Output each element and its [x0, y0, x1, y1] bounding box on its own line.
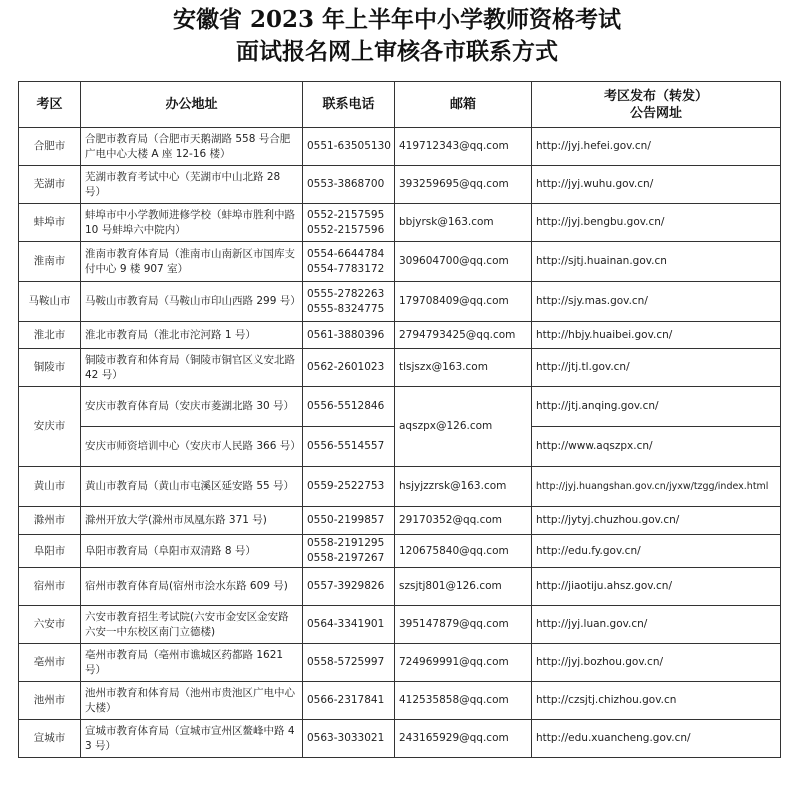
- header-url-line2: 公告网址: [629, 105, 682, 121]
- address-cell: [81, 322, 303, 349]
- table-row: [19, 606, 781, 644]
- address-cell: [81, 568, 303, 606]
- phone-cell: [303, 427, 395, 467]
- address-cell: [81, 720, 303, 758]
- address-cell: [81, 644, 303, 682]
- header-phone: 联系电话: [303, 82, 395, 128]
- phone-text: 0550-2199857: [307, 514, 385, 526]
- address-cell: [81, 242, 303, 282]
- phone-text: 0556-5514557: [307, 440, 385, 452]
- phone-text: 0561-3880396: [307, 328, 385, 341]
- url-cell[interactable]: [532, 467, 781, 507]
- address-text: 安庆市师资培训中心（安庆市人民路 366 号）: [85, 440, 301, 452]
- email-cell: bbjyrsk@163.com: [395, 204, 532, 242]
- url-cell[interactable]: http://hbjy.huaibei.gov.cn/: [532, 322, 781, 349]
- url-text[interactable]: http://jyj.huangshan.gov.cn/jyxw/tzgg/index.html: [536, 481, 769, 492]
- phone-cell: [303, 387, 395, 427]
- header-row: [19, 82, 781, 128]
- phone-text: 0555-8324775: [307, 302, 385, 315]
- phone-text: 0552-2157595: [307, 208, 385, 221]
- table-row: [19, 166, 781, 204]
- email-cell: 243165929@qq.com: [395, 720, 532, 758]
- address-text: 宿州市教育体育局(宿州市浍水东路 609 号): [85, 580, 288, 592]
- table-row: [19, 282, 781, 322]
- region-cell: 六安市: [19, 606, 81, 644]
- address-text: 宣城市教育体育局（宣城市宣州区鳌峰中路 43 号）: [85, 724, 295, 752]
- table-row: [19, 467, 781, 507]
- phone-cell: [303, 204, 395, 242]
- region-cell: 马鞍山市: [19, 282, 81, 322]
- address-text: 合肥市教育局（合肥市天鹅湖路 558 号合肥广电中心大楼 A 座 12-16 楼）: [85, 132, 291, 160]
- table-row: [19, 507, 781, 535]
- region-cell: 亳州市: [19, 644, 81, 682]
- phone-cell: [303, 568, 395, 606]
- url-cell[interactable]: http://jyj.luan.gov.cn/: [532, 606, 781, 644]
- phone-cell: [303, 644, 395, 682]
- email-cell: 29170352@qq.com: [395, 507, 532, 535]
- email-cell: 309604700@qq.com: [395, 242, 532, 282]
- url-cell[interactable]: http://czsjtj.chizhou.gov.cn: [532, 682, 781, 720]
- address-cell: [81, 535, 303, 568]
- phone-cell: [303, 128, 395, 166]
- address-cell: [81, 128, 303, 166]
- url-cell[interactable]: http://jyj.wuhu.gov.cn/: [532, 166, 781, 204]
- header-region: 考区: [19, 82, 81, 128]
- phone-cell: [303, 282, 395, 322]
- contact-table: [18, 81, 781, 758]
- phone-text: 0553-3868700: [307, 178, 385, 190]
- address-text: 马鞍山市教育局（马鞍山市印山西路 299 号）: [85, 295, 301, 307]
- url-cell[interactable]: http://jiaotiju.ahsz.gov.cn/: [532, 568, 781, 606]
- table-row: [19, 204, 781, 242]
- url-cell[interactable]: http://jyj.bozhou.gov.cn/: [532, 644, 781, 682]
- address-text: 蚌埠市中小学教师进修学校（蚌埠市胜利中路 10 号蚌埠六中院内）: [85, 208, 295, 236]
- address-cell: [81, 682, 303, 720]
- region-cell: 合肥市: [19, 128, 81, 166]
- url-cell[interactable]: http://jyj.bengbu.gov.cn/: [532, 204, 781, 242]
- address-text: 阜阳市教育局（阜阳市双清路 8 号）: [85, 544, 256, 557]
- phone-text: 0558-5725997: [307, 656, 385, 668]
- address-text: 芜湖市教育考试中心（芜湖市中山北路 28 号）: [85, 170, 281, 198]
- phone-cell: [303, 322, 395, 349]
- address-text: 铜陵市教育和体育局（铜陵市铜官区义安北路 42 号）: [85, 353, 295, 381]
- phone-text: 0564-3341901: [307, 618, 385, 630]
- address-text: 六安市教育招生考试院(六安市金安区金安路六安一中东校区南门立德楼): [85, 610, 289, 638]
- address-text: 滁州开放大学(滁州市凤凰东路 371 号): [85, 514, 267, 526]
- phone-cell: [303, 606, 395, 644]
- address-text: 安庆市教育体育局（安庆市菱湖北路 30 号）: [85, 400, 295, 412]
- phone-text: 0558-2191295: [307, 537, 385, 549]
- email-cell: aqszpx@126.com: [395, 387, 532, 467]
- email-cell: 120675840@qq.com: [395, 535, 532, 568]
- address-cell: [81, 387, 303, 427]
- phone-cell: [303, 349, 395, 387]
- region-cell: 淮南市: [19, 242, 81, 282]
- phone-text: 0554-7783172: [307, 262, 385, 275]
- email-cell: tlsjszx@163.com: [395, 349, 532, 387]
- phone-text: 0552-2157596: [307, 223, 385, 236]
- address-text: 池州市教育和体育局（池州市贵池区广电中心大楼）: [85, 686, 295, 714]
- phone-text: 0555-2782263: [307, 287, 385, 300]
- address-text: 淮南市教育体育局（淮南市山南新区市国库支付中心 9 楼 907 室）: [85, 247, 295, 275]
- url-cell[interactable]: http://jtj.anqing.gov.cn/: [532, 387, 781, 427]
- email-cell: szsjtj801@126.com: [395, 568, 532, 606]
- url-cell[interactable]: http://www.aqszpx.cn/: [532, 427, 781, 467]
- table-row: [19, 720, 781, 758]
- region-cell: 滁州市: [19, 507, 81, 535]
- table-row: [19, 349, 781, 387]
- url-cell[interactable]: http://edu.xuancheng.gov.cn/: [532, 720, 781, 758]
- region-cell: 安庆市: [19, 387, 81, 467]
- address-cell: [81, 282, 303, 322]
- phone-text: 0566-2317841: [307, 694, 385, 706]
- email-cell: 419712343@qq.com: [395, 128, 532, 166]
- header-url-line1: 考区发布（转发）: [603, 88, 708, 104]
- header-url: [532, 82, 781, 128]
- address-cell: [81, 349, 303, 387]
- region-cell: 淮北市: [19, 322, 81, 349]
- phone-cell: [303, 682, 395, 720]
- table-row: [19, 322, 781, 349]
- phone-cell: [303, 166, 395, 204]
- region-cell: 宣城市: [19, 720, 81, 758]
- table-row: [19, 568, 781, 606]
- header-email: 邮箱: [395, 82, 532, 128]
- region-cell: 黄山市: [19, 467, 81, 507]
- table-row: [19, 535, 781, 568]
- phone-text: 0558-2197267: [307, 552, 385, 564]
- address-cell: [81, 467, 303, 507]
- region-cell: 铜陵市: [19, 349, 81, 387]
- url-cell[interactable]: http://jytyj.chuzhou.gov.cn/: [532, 507, 781, 535]
- region-cell: 蚌埠市: [19, 204, 81, 242]
- email-cell: 393259695@qq.com: [395, 166, 532, 204]
- table-row: [19, 644, 781, 682]
- page-title-line2: 面试报名网上审核各市联系方式: [236, 38, 558, 65]
- phone-cell: [303, 720, 395, 758]
- phone-text: 0562-2601023: [307, 361, 385, 373]
- phone-text: 0557-3929826: [307, 580, 385, 592]
- region-cell: 芜湖市: [19, 166, 81, 204]
- table-row: [19, 242, 781, 282]
- url-cell[interactable]: http://edu.fy.gov.cn/: [532, 535, 781, 568]
- phone-cell: [303, 467, 395, 507]
- email-cell: 2794793425@qq.com: [395, 322, 532, 349]
- email-cell: 724969991@qq.com: [395, 644, 532, 682]
- address-text: 黄山市教育局（黄山市屯溪区延安路 55 号）: [85, 480, 295, 492]
- phone-cell: [303, 242, 395, 282]
- email-cell: 395147879@qq.com: [395, 606, 532, 644]
- region-cell: 池州市: [19, 682, 81, 720]
- url-cell[interactable]: http://sjtj.huainan.gov.cn: [532, 242, 781, 282]
- phone-text: 0551-63505130: [307, 140, 391, 152]
- phone-text: 0554-6644784: [307, 247, 385, 260]
- address-cell: [81, 204, 303, 242]
- page-title-line1: 安徽省 2023 年上半年中小学教师资格考试: [172, 6, 622, 33]
- phone-cell: [303, 535, 395, 568]
- address-cell: [81, 427, 303, 467]
- header-address: 办公地址: [81, 82, 303, 128]
- url-cell[interactable]: http://jtj.tl.gov.cn/: [532, 349, 781, 387]
- url-cell[interactable]: http://sjy.mas.gov.cn/: [532, 282, 781, 322]
- address-cell: [81, 507, 303, 535]
- table-row: [19, 387, 781, 427]
- phone-cell: [303, 507, 395, 535]
- phone-text: 0556-5512846: [307, 400, 385, 412]
- table-row: [19, 682, 781, 720]
- email-cell: hsjyjzzrsk@163.com: [395, 467, 532, 507]
- email-cell: 412535858@qq.com: [395, 682, 532, 720]
- table-row: [19, 128, 781, 166]
- phone-text: 0563-3033021: [307, 732, 385, 744]
- address-cell: [81, 606, 303, 644]
- region-cell: 阜阳市: [19, 535, 81, 568]
- url-cell[interactable]: http://jyj.hefei.gov.cn/: [532, 128, 781, 166]
- address-text: 亳州市教育局（亳州市谯城区药都路 1621 号）: [85, 648, 284, 676]
- address-cell: [81, 166, 303, 204]
- email-cell: 179708409@qq.com: [395, 282, 532, 322]
- phone-text: 0559-2522753: [307, 480, 385, 492]
- region-cell: 宿州市: [19, 568, 81, 606]
- address-text: 淮北市教育局（淮北市沱河路 1 号）: [85, 328, 256, 341]
